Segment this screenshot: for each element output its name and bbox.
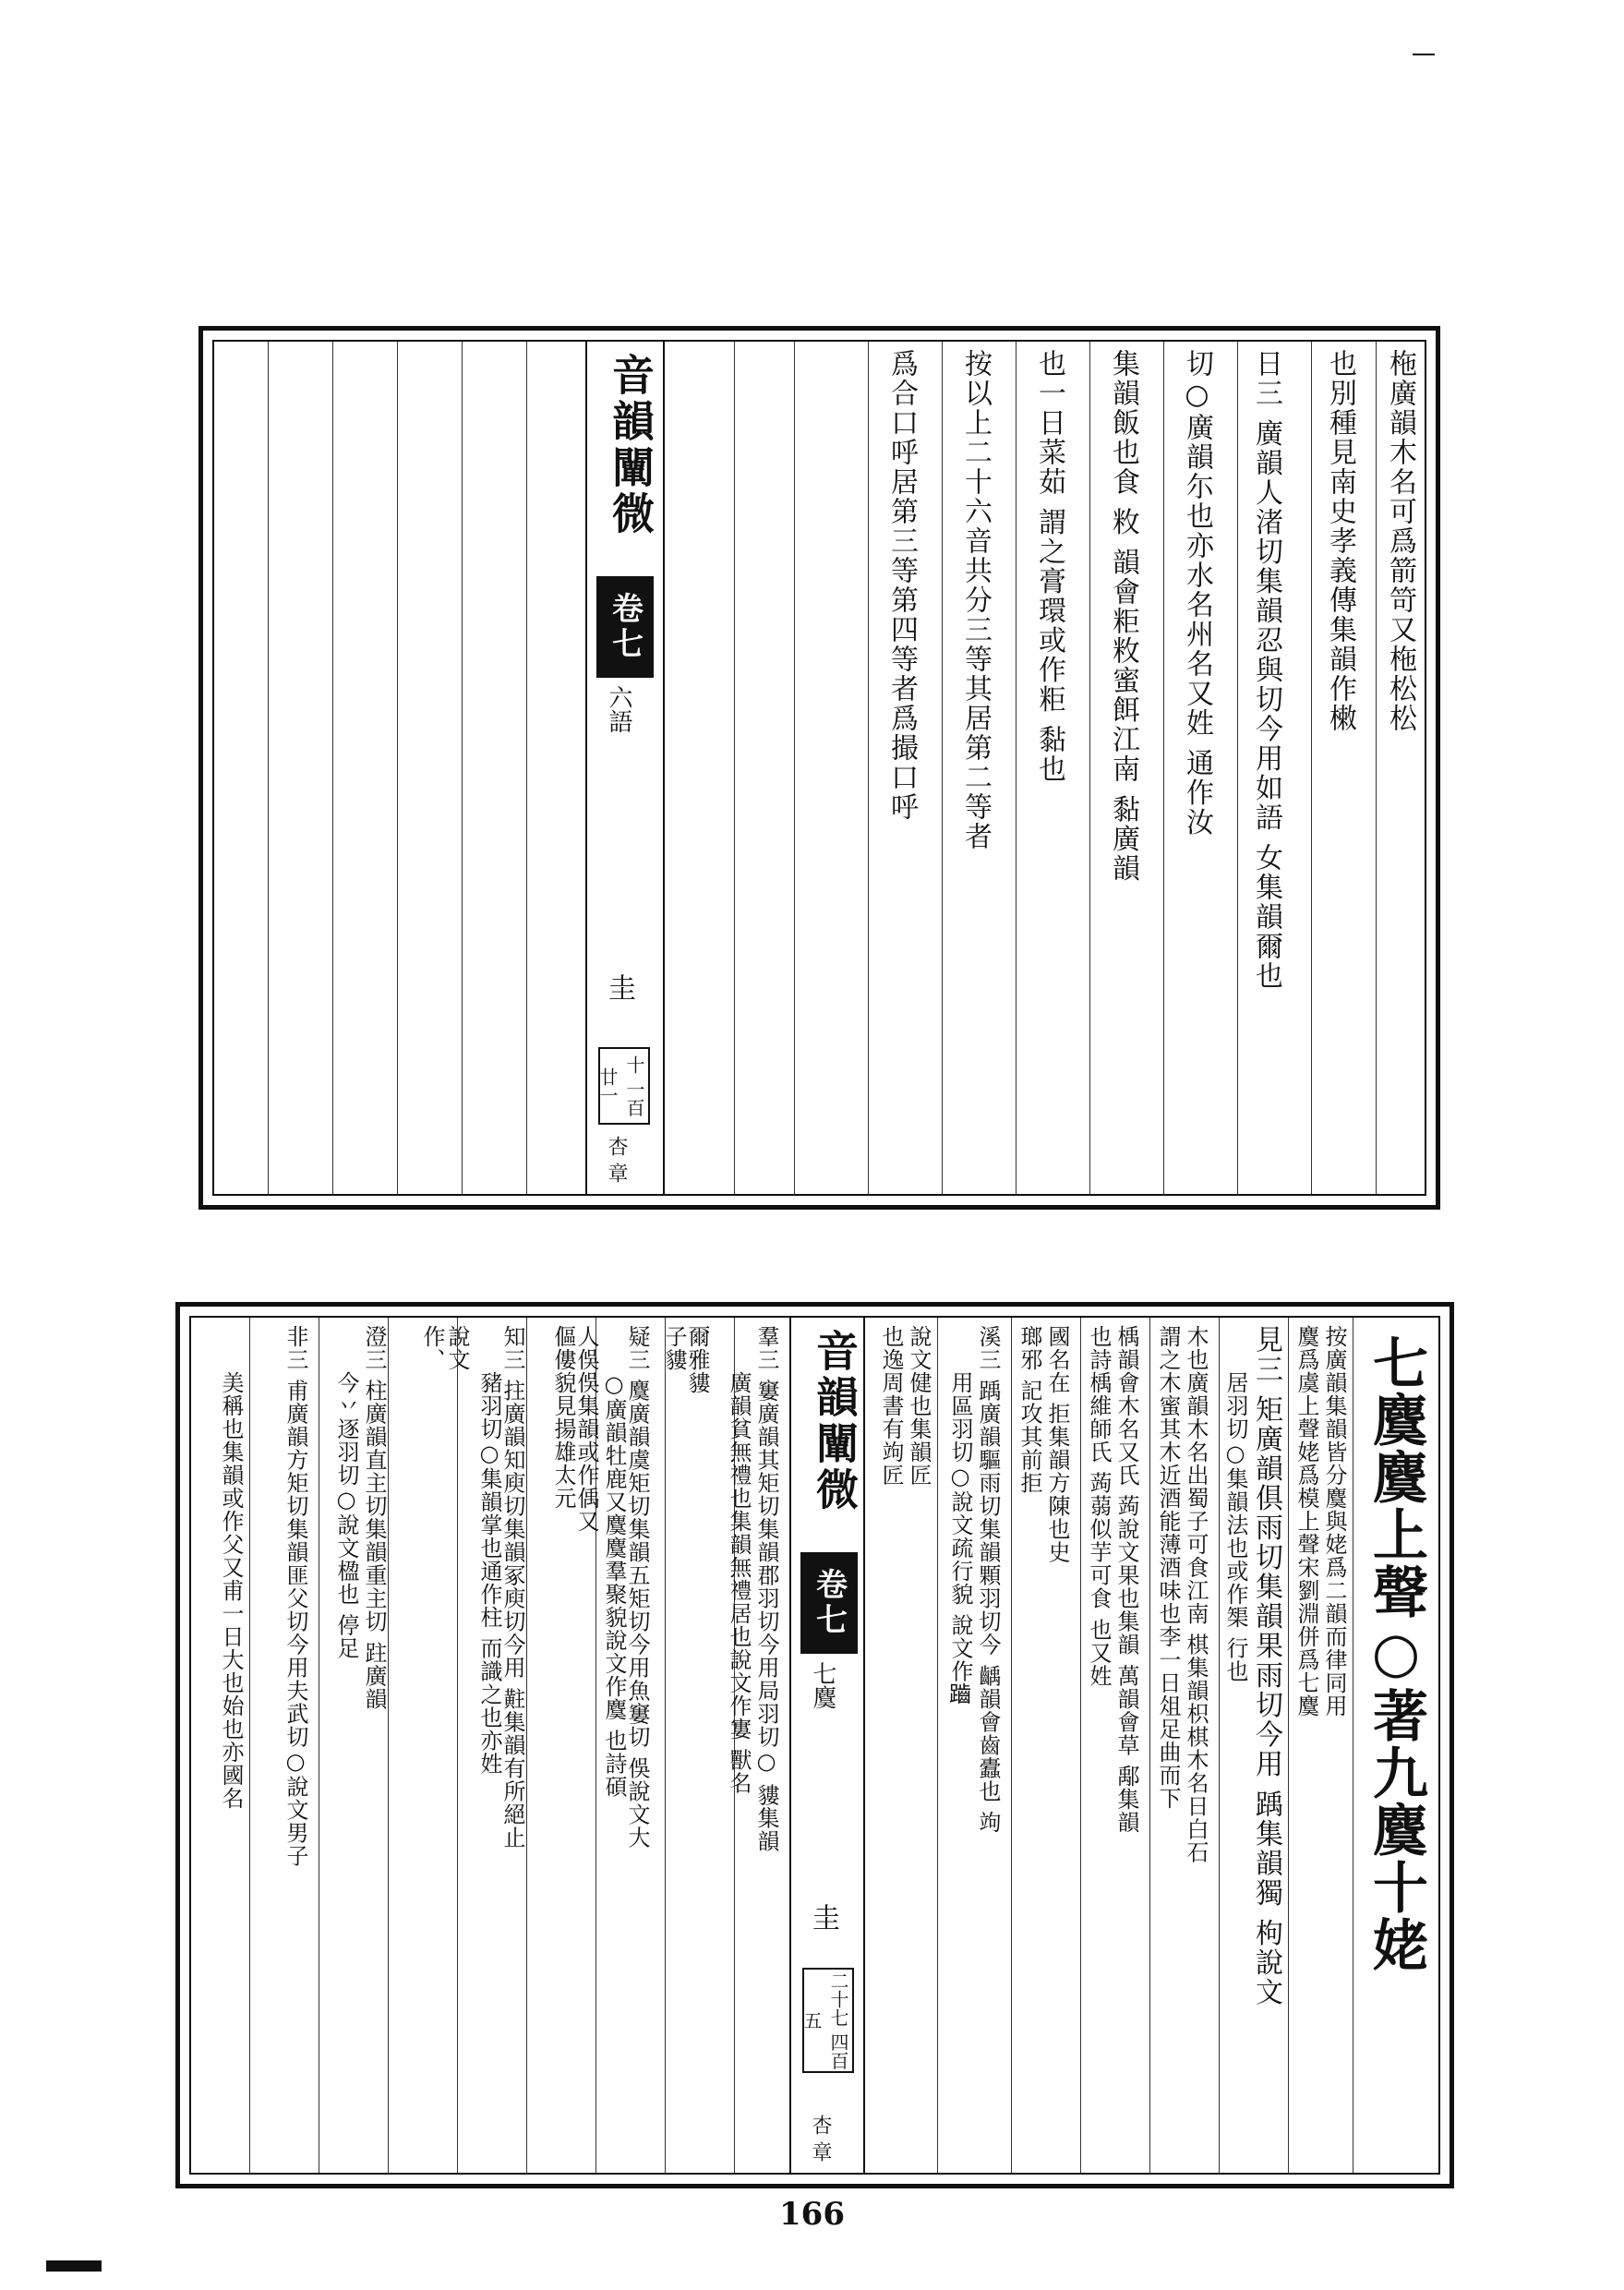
text-column: 木也廣韻木名出蜀子可食江南 棋集韻枳棋木名日白石 xyxy=(1183,1325,1209,1864)
text-column: 子貗 xyxy=(661,1325,687,1371)
spine-section: 七麌 xyxy=(809,1661,836,1709)
top-spine xyxy=(593,345,657,1190)
text-column: 見三 矩廣韻俱雨切集韻果雨切今用 踽集韻獨 枸說文 xyxy=(1250,1325,1282,2007)
text-column: 作、 xyxy=(419,1325,445,1371)
text-column: 羣三 窶廣韻其矩切集韻郡羽切今用局羽切○ 貗集韻 xyxy=(753,1325,779,1853)
scan-mark xyxy=(46,2260,102,2272)
spine-volume: 卷七 xyxy=(596,576,654,678)
text-column: 用區羽切○說文疏行貌 說文作𪘏 xyxy=(947,1371,973,1706)
text-column: 說文 xyxy=(444,1325,470,1371)
text-column: 豬羽切○集韻掌也通作柱 而識之也亦姓 xyxy=(476,1371,502,1776)
text-column: 切○廣韻尓也亦水名州名又姓 通作汝 xyxy=(1181,349,1213,838)
section-heading: 七麌麌上聲○著九麌十姥 xyxy=(1364,1334,1428,1973)
text-column: 非三 甫廣韻方矩切集韻匪父切今用夫武切○說文男子 xyxy=(283,1325,308,1868)
text-column: 柂廣韻木名可爲箭笴又柂松松 xyxy=(1384,349,1416,733)
spine-title: 音韻闡微 xyxy=(810,1329,860,1513)
text-column: 謂之木蜜其木近酒能薄酒味也李一日俎足曲而下 xyxy=(1155,1325,1181,1810)
text-column: 傴僂貌見揚雄太元 xyxy=(550,1325,576,1510)
text-column: 瑯邪 記攻其前拒 xyxy=(1017,1325,1042,1495)
spine-folio: 圭 xyxy=(603,973,635,1001)
bottom-page-frame xyxy=(175,1302,1454,2188)
text-column: 集韻飯也食 敉 韻會粔敉蜜餌江南 黏廣韻 xyxy=(1107,349,1139,884)
text-column: 說文健也集韻匠 xyxy=(906,1325,932,1487)
text-column: 美稱也集韻或作父又甫一日大也始也亦國名 xyxy=(218,1371,244,1810)
bottom-spine xyxy=(797,1321,861,2169)
text-column: ○廣韻牡鹿又麌麌羣聚貌說文作麌 也詩碩 xyxy=(601,1371,627,1799)
text-column: 按廣韻集韻皆分麌與姥爲二韻而律同用 xyxy=(1321,1325,1347,1718)
spine-foot: 杏 章 xyxy=(605,1136,628,1183)
text-column: 今丷逐羽切○說文楹也 停足 xyxy=(333,1371,359,1660)
text-column: 也別種見南史孝義傳集韻作𣙙 xyxy=(1324,349,1356,733)
text-column: 國名在 拒集韻方陳也史 xyxy=(1044,1325,1070,1564)
text-column: 麌爲虞上聲姥爲模上聲宋劉淵併爲七麌 xyxy=(1293,1325,1319,1718)
scan-mark xyxy=(1413,54,1435,55)
text-column: 按以上二十六音共分三等其居第二等者 xyxy=(959,349,992,851)
spine-title: 音韻闡微 xyxy=(606,353,656,537)
spine-section: 六語 xyxy=(605,685,632,733)
spine-leaf-box: 十 一百廿一 xyxy=(598,1047,650,1125)
spine-folio: 圭 xyxy=(807,1903,839,1931)
page-number: 166 xyxy=(779,2196,845,2233)
text-column: 疑三 麌廣韻虞矩切集韻五矩切今用魚窶切 俁說文大 xyxy=(624,1325,650,1850)
text-column: 知三 拄廣韻知庾切集韻冢庾切今用 黈集韻有所絕止 xyxy=(499,1325,525,1850)
text-column: 爾雅貗 xyxy=(684,1325,710,1394)
text-column: 也詩楀維師氏 蒟蒻似芋可食 也又姓 xyxy=(1086,1325,1112,1688)
text-column: 也一日菜茹 謂之膏環或作粔 黏也 xyxy=(1033,349,1065,785)
spine-foot: 杏 章 xyxy=(809,2115,832,2162)
text-column: 日三 廣韻人渚切集韻忍與切今用如語 女集韻爾也 xyxy=(1250,349,1282,992)
top-page-frame xyxy=(198,326,1440,1210)
text-column: 澄三 柱廣韻直主切集韻重主切 跓廣韻 xyxy=(361,1325,387,1711)
text-column: 也逸周書有竘匠 xyxy=(878,1325,904,1487)
text-column: 溪三 踽廣韻驅雨切集韻顆羽切今 齲韻會齒蠹也 竘 xyxy=(975,1325,1001,1834)
spine-leaf-box: 二十七 四百五 xyxy=(802,1968,854,2073)
spine-volume: 卷七 xyxy=(800,1552,858,1654)
text-column: 居羽切○集韻法也或作榘 行也 xyxy=(1222,1371,1248,1683)
text-column: 楀韻會木名又氏 蒟說文果也集韻 萬韻會草 鄅集韻 xyxy=(1113,1325,1139,1834)
text-column: 人俁俁集韻或作偊又 xyxy=(573,1325,599,1533)
text-column: 爲合口呼居第三等第四等者爲撮口呼 xyxy=(885,349,918,822)
text-column: 廣韻貧無禮也集韻無禮居也說文作寠 獸名 xyxy=(726,1371,752,1795)
